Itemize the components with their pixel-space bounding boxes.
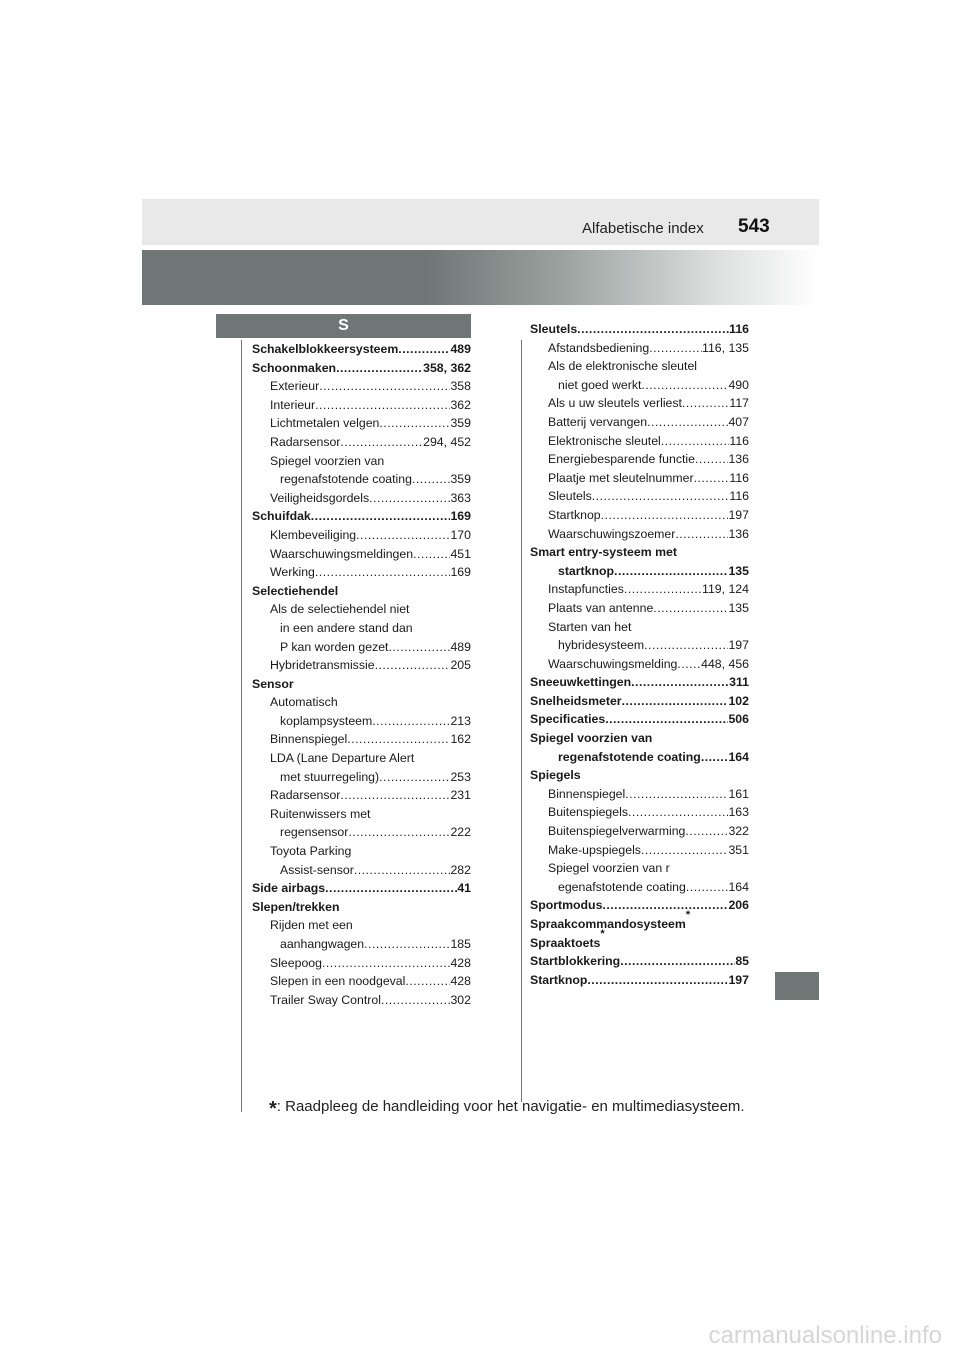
index-entry-term: Spraaktoets (530, 935, 601, 950)
index-entry-term: Als u uw sleutels verliest (548, 396, 682, 411)
index-entry-page[interactable]: 253 (450, 769, 471, 784)
index-entry (252, 935, 471, 954)
index-entry-term: Smart entry-systeem met (530, 545, 677, 560)
index-entry-term: Sneeuwkettingen (530, 675, 632, 690)
dot-leader (701, 748, 729, 767)
index-entry-page[interactable]: 448, 456 (701, 656, 749, 671)
index-entry (252, 786, 471, 805)
index-entry-term: Elektronische sleutel (548, 433, 661, 448)
index-entry (530, 692, 749, 711)
index-entry-page[interactable]: 489 (450, 342, 471, 356)
footnote-text: : Raadpleeg de handleiding voor het navigatie- en multimediasysteem. (276, 1098, 745, 1115)
dot-leader (670, 859, 749, 878)
dot-leader (322, 954, 451, 973)
index-entry-term: Make-upspiegels (548, 842, 641, 857)
index-entry (252, 712, 471, 731)
dot-leader (347, 730, 450, 749)
dot-leader (622, 692, 729, 711)
index-entry-term: Buitenspiegels (548, 805, 628, 820)
index-entry (530, 394, 749, 413)
header-band (142, 199, 819, 245)
dot-leader (336, 359, 423, 378)
index-entry-page[interactable]: 363 (450, 490, 471, 505)
index-entry-page[interactable]: 428 (450, 974, 471, 989)
index-entry (530, 413, 749, 432)
index-entry-term: Slepen in een noodgeval (270, 974, 406, 989)
dot-leader (405, 972, 450, 991)
index-entry-term: met stuurregeling) (280, 769, 380, 784)
index-entry (530, 927, 749, 953)
dot-leader (315, 396, 450, 415)
index-entry (530, 822, 749, 841)
index-entry-page[interactable]: 197 (728, 507, 749, 522)
index-entry-term: Radarsensor (270, 434, 341, 449)
index-entry-page[interactable]: 358, 362 (423, 360, 471, 375)
dot-leader (624, 580, 702, 599)
index-entry (252, 842, 471, 861)
index-entry (252, 954, 471, 973)
index-entry-page[interactable]: 359 (450, 416, 471, 431)
index-entry-term: Batterij vervangen (548, 414, 648, 429)
index-entry-term: Sleutels (548, 489, 592, 504)
dot-leader (379, 768, 450, 787)
index-entry-page[interactable]: 102 (728, 693, 749, 708)
index-entry-page[interactable]: 197 (728, 972, 749, 987)
index-entry (530, 803, 749, 822)
dot-leader (675, 525, 728, 544)
footnote (269, 1098, 745, 1121)
section-title: Alfabetische index (582, 220, 704, 237)
dot-leader (641, 376, 728, 395)
dot-leader (641, 841, 729, 860)
index-entry-term: Starten van het (548, 619, 632, 634)
index-entry (530, 450, 749, 469)
index-entry (530, 357, 749, 376)
index-entry (252, 470, 471, 489)
dot-leader (311, 507, 451, 526)
index-entry-page[interactable]: 169 (450, 509, 471, 524)
index-entry-term: P kan worden gezet (280, 639, 389, 654)
index-entry (530, 766, 749, 785)
index-entry (252, 675, 471, 694)
index-entry (530, 710, 749, 729)
index-entry (530, 729, 749, 748)
dot-leader (384, 452, 471, 471)
index-entry-term: regensensor (280, 825, 349, 840)
index-entry-term: Als de elektronische sleutel (548, 359, 698, 374)
index-entry-term: Hybridetransmissie (270, 658, 375, 673)
index-entry-term: Specificaties (530, 712, 606, 727)
index-entry (530, 525, 749, 544)
dot-leader (587, 971, 728, 990)
index-entry (530, 878, 749, 897)
dot-leader (413, 545, 450, 564)
dot-leader (338, 582, 471, 601)
index-entry-page[interactable]: 163 (728, 805, 749, 820)
index-entry-term: Klembeveiliging (270, 527, 357, 542)
dot-leader (649, 339, 702, 358)
index-entry-page[interactable]: 506 (728, 712, 749, 727)
index-entry (252, 749, 471, 768)
dot-leader (685, 822, 728, 841)
index-entry-term: Buitenspiegelverwarming (548, 824, 686, 839)
dot-leader (379, 414, 450, 433)
column-divider-left (241, 340, 242, 1112)
dot-leader (605, 934, 749, 953)
index-entry-page[interactable]: 294, 452 (423, 434, 471, 449)
index-entry (252, 507, 471, 526)
dot-leader (372, 712, 450, 731)
index-entry (252, 991, 471, 1010)
index-entry (252, 452, 471, 471)
dot-leader (353, 916, 471, 935)
dot-leader (628, 803, 728, 822)
index-entry-term: Spiegel voorzien van (530, 731, 653, 746)
dot-leader (354, 861, 451, 880)
decorative-band (142, 250, 819, 305)
index-entry-page[interactable]: 362 (450, 397, 471, 412)
index-entry-page[interactable]: 169 (450, 565, 471, 580)
index-entry-term: Als de selectiehendel niet (270, 602, 410, 617)
index-entry-page[interactable]: 164 (728, 749, 749, 764)
dot-leader (652, 729, 749, 748)
index-entry (530, 748, 749, 767)
dot-leader (592, 487, 730, 506)
index-entry (530, 636, 749, 655)
dot-leader (682, 394, 729, 413)
index-entry-term: Spraakcommandosysteem (530, 917, 686, 931)
index-entry (530, 618, 749, 637)
dot-leader (644, 636, 728, 655)
dot-leader (375, 656, 451, 675)
dot-leader (348, 823, 450, 842)
index-entry (530, 320, 749, 339)
dot-leader (369, 489, 450, 508)
index-entry-term: aanhangwagen (280, 937, 365, 951)
index-entry-term: Plaatje met sleutelnummer (548, 470, 694, 485)
index-entry-term: Afstandsbediening (548, 340, 650, 355)
dot-leader (686, 878, 729, 897)
index-entry-term: Startknop (548, 507, 601, 522)
dot-leader (625, 785, 728, 804)
index-entry-term: egenafstotende coating (558, 879, 686, 894)
dot-leader (319, 377, 450, 396)
index-entry-term: regenafstotende coating (558, 749, 701, 764)
dot-leader (694, 469, 730, 488)
index-entry-page[interactable]: 302 (450, 992, 471, 1007)
index-entry (252, 489, 471, 508)
index-entry (530, 599, 749, 618)
index-entry (252, 340, 471, 359)
index-entry (530, 859, 749, 878)
index-entry (252, 879, 471, 898)
dot-leader (695, 450, 728, 469)
index-entry-term: Selectiehendel (252, 583, 339, 598)
index-entry-page[interactable]: 407 (728, 414, 749, 429)
index-entry-term: Startknop (530, 972, 588, 987)
index-entry-page[interactable]: 359 (450, 472, 471, 487)
index-entry-page[interactable]: 116 (729, 433, 749, 448)
index-entry-term: Assist-sensor (280, 862, 354, 877)
index-entry-term: startknop (558, 563, 615, 578)
index-entry (530, 785, 749, 804)
index-entry-term: Binnenspiegel (270, 732, 348, 747)
index-entry-page[interactable]: 358 (450, 379, 471, 394)
index-entry-term: LDA (Lane Departure Alert (270, 751, 415, 766)
dot-leader (356, 526, 450, 545)
index-entry-term: Ruitenwissers met (270, 806, 371, 821)
index-entry-term: Schakelblokkeersysteem (252, 342, 399, 356)
index-entry-term: Sleepoog (270, 955, 322, 970)
index-entry-page[interactable]: 282 (450, 862, 471, 877)
index-entry-term: regenafstotende coating (280, 472, 412, 487)
index-entry (252, 823, 471, 842)
dot-leader (398, 340, 450, 359)
index-entry-page[interactable]: 116, 135 (702, 340, 749, 355)
index-entry-term: hybridesysteem (558, 638, 645, 653)
index-entry-term: Werking (270, 565, 315, 580)
index-entry-term: Waarschuwingszoemer (548, 526, 676, 541)
index-entry (530, 673, 749, 692)
dot-leader (577, 320, 729, 339)
index-entry-page[interactable]: 116 (729, 470, 749, 485)
index-entry (530, 543, 749, 562)
dot-leader (338, 693, 471, 712)
dot-leader (581, 766, 749, 785)
index-entry (252, 972, 471, 991)
footnote-reference: * (600, 927, 605, 940)
index-column-1 (252, 340, 471, 1009)
footnote-marker: * (269, 1098, 277, 1120)
dot-leader (631, 673, 729, 692)
index-entry-term: Side airbags (252, 881, 326, 896)
dot-leader (605, 710, 728, 729)
index-entry-term: Sensor (252, 676, 294, 691)
index-entry-page[interactable]: 41 (457, 881, 471, 896)
index-entry (252, 414, 471, 433)
index-entry (252, 433, 471, 452)
index-entry-term: Instapfuncties (548, 582, 624, 597)
dot-leader (325, 879, 457, 898)
dot-leader (614, 562, 728, 581)
index-entry-term: in een andere stand dan (280, 620, 413, 635)
index-entry-page[interactable]: 451 (450, 546, 471, 561)
index-entry-term: Trailer Sway Control (270, 992, 381, 1007)
index-entry-term: Automatisch (270, 695, 338, 710)
index-entry (530, 952, 749, 971)
index-entry-page[interactable]: 206 (728, 898, 749, 913)
index-entry-page[interactable]: 119, 124 (702, 582, 749, 597)
index-entry (252, 898, 471, 917)
index-entry-term: Sleutels (530, 322, 578, 336)
dot-leader (340, 433, 423, 452)
dot-leader (339, 898, 471, 917)
index-entry (530, 655, 749, 674)
section-letter: S (216, 314, 471, 338)
dot-leader (647, 413, 728, 432)
index-entry-term: Sportmodus (530, 898, 603, 913)
index-entry-term: Schoonmaken (252, 360, 337, 375)
index-entry-term: Spiegels (530, 768, 581, 783)
index-entry (252, 730, 471, 749)
dot-leader (602, 896, 728, 915)
index-entry (530, 487, 749, 506)
index-entry-term: Spiegel voorzien van r (548, 861, 670, 876)
index-entry-page[interactable]: 135 (728, 600, 749, 615)
page-number: 543 (738, 216, 770, 237)
index-entry (252, 377, 471, 396)
index-entry-page[interactable]: 311 (729, 675, 749, 690)
dot-leader (294, 675, 471, 694)
dot-leader (690, 915, 749, 934)
index-entry-term: Slepen/trekken (252, 899, 340, 914)
dot-leader (677, 655, 701, 674)
index-entry (252, 600, 471, 619)
index-entry (252, 563, 471, 582)
index-entry-term: Binnenspiegel (548, 786, 626, 801)
dot-leader (677, 543, 749, 562)
index-entry-page[interactable]: 231 (450, 788, 471, 803)
index-entry (530, 339, 749, 358)
index-entry-page[interactable]: 170 (450, 527, 471, 542)
index-entry-term: Toyota Parking (270, 844, 352, 859)
index-entry-term: Waarschuwingsmeldingen (270, 546, 414, 561)
index-entry-term: koplampsysteem (280, 713, 373, 728)
index-entry-page[interactable]: 161 (728, 786, 749, 801)
dot-leader (340, 786, 450, 805)
index-entry-page[interactable]: 136 (728, 526, 749, 541)
index-entry-term: Spiegel voorzien van (270, 453, 385, 468)
dot-leader (388, 638, 450, 657)
index-entry-page[interactable]: 85 (735, 954, 749, 969)
index-entry-term: Exterieur (270, 379, 320, 394)
index-entry-page[interactable]: 213 (450, 713, 471, 728)
index-entry (530, 841, 749, 860)
index-entry (252, 582, 471, 601)
index-entry-page[interactable]: 489 (450, 639, 471, 654)
dot-leader (364, 935, 450, 954)
index-entry-term: Startblokkering (530, 954, 621, 969)
index-entry (530, 896, 749, 915)
index-entry (252, 638, 471, 657)
index-entry-page[interactable]: 205 (450, 658, 471, 673)
dot-leader (381, 991, 451, 1010)
dot-leader (412, 470, 451, 489)
index-entry (252, 396, 471, 415)
index-entry-page[interactable]: 116 (729, 322, 749, 336)
index-entry (252, 805, 471, 824)
index-entry (252, 545, 471, 564)
index-entry (252, 619, 471, 638)
index-entry-page[interactable]: 222 (450, 825, 471, 840)
watermark: carmanualsonline.info (708, 1322, 942, 1349)
dot-leader (409, 600, 471, 619)
index-column-2 (530, 320, 749, 989)
index-entry-term: Waarschuwingsmelding (548, 656, 678, 671)
dot-leader (414, 749, 471, 768)
index-entry (252, 916, 471, 935)
index-entry-page[interactable]: 197 (728, 638, 749, 653)
index-entry (252, 861, 471, 880)
dot-leader (620, 952, 735, 971)
index-entry-page[interactable]: 428 (450, 955, 471, 970)
index-entry-page[interactable]: 351 (728, 842, 749, 857)
index-entry (530, 562, 749, 581)
dot-leader (631, 618, 749, 637)
index-entry-page[interactable]: 162 (450, 732, 471, 747)
column-divider-middle (521, 340, 522, 1102)
index-entry (530, 909, 749, 934)
dot-leader (370, 805, 471, 824)
index-entry-term: Energiebesparende functie (548, 452, 695, 467)
index-entry (530, 432, 749, 451)
dot-leader (661, 432, 730, 451)
index-entry-term: Plaats van antenne (548, 600, 654, 615)
index-entry-term: Snelheidsmeter (530, 693, 622, 708)
index-entry-page[interactable]: 136 (728, 452, 749, 467)
dot-leader (653, 599, 728, 618)
index-entry (252, 768, 471, 787)
index-entry (530, 580, 749, 599)
index-entry-term: Veiligheidsgordels (270, 490, 370, 505)
index-entry-page[interactable]: 117 (729, 396, 749, 411)
index-entry-term: Radarsensor (270, 788, 341, 803)
index-entry-term: niet goed werkt (558, 377, 642, 392)
index-entry (252, 656, 471, 675)
dot-leader (413, 619, 471, 638)
index-entry-page[interactable]: 185 (450, 937, 471, 951)
index-entry (530, 469, 749, 488)
index-entry-term: Rijden met een (270, 918, 353, 933)
index-entry-page[interactable]: 135 (728, 563, 749, 578)
index-entry-term: Interieur (270, 397, 316, 412)
footnote-reference: * (685, 909, 691, 921)
index-entry (252, 693, 471, 712)
index-entry (530, 376, 749, 395)
index-entry (530, 506, 749, 525)
dot-leader (351, 842, 471, 861)
dot-leader (601, 506, 729, 525)
index-entry (530, 971, 749, 990)
index-entry-term: Schuifdak (252, 509, 311, 524)
index-entry-page[interactable]: 164 (728, 879, 749, 894)
index-entry-page[interactable]: 322 (728, 824, 749, 839)
index-entry-page[interactable]: 490 (728, 377, 749, 392)
index-entry-term: Lichtmetalen velgen (270, 416, 380, 431)
dot-leader (697, 357, 749, 376)
index-entry (252, 526, 471, 545)
index-entry (252, 359, 471, 378)
index-entry-page[interactable]: 116 (729, 489, 749, 504)
dot-leader (315, 563, 451, 582)
chapter-tab (775, 972, 819, 1000)
